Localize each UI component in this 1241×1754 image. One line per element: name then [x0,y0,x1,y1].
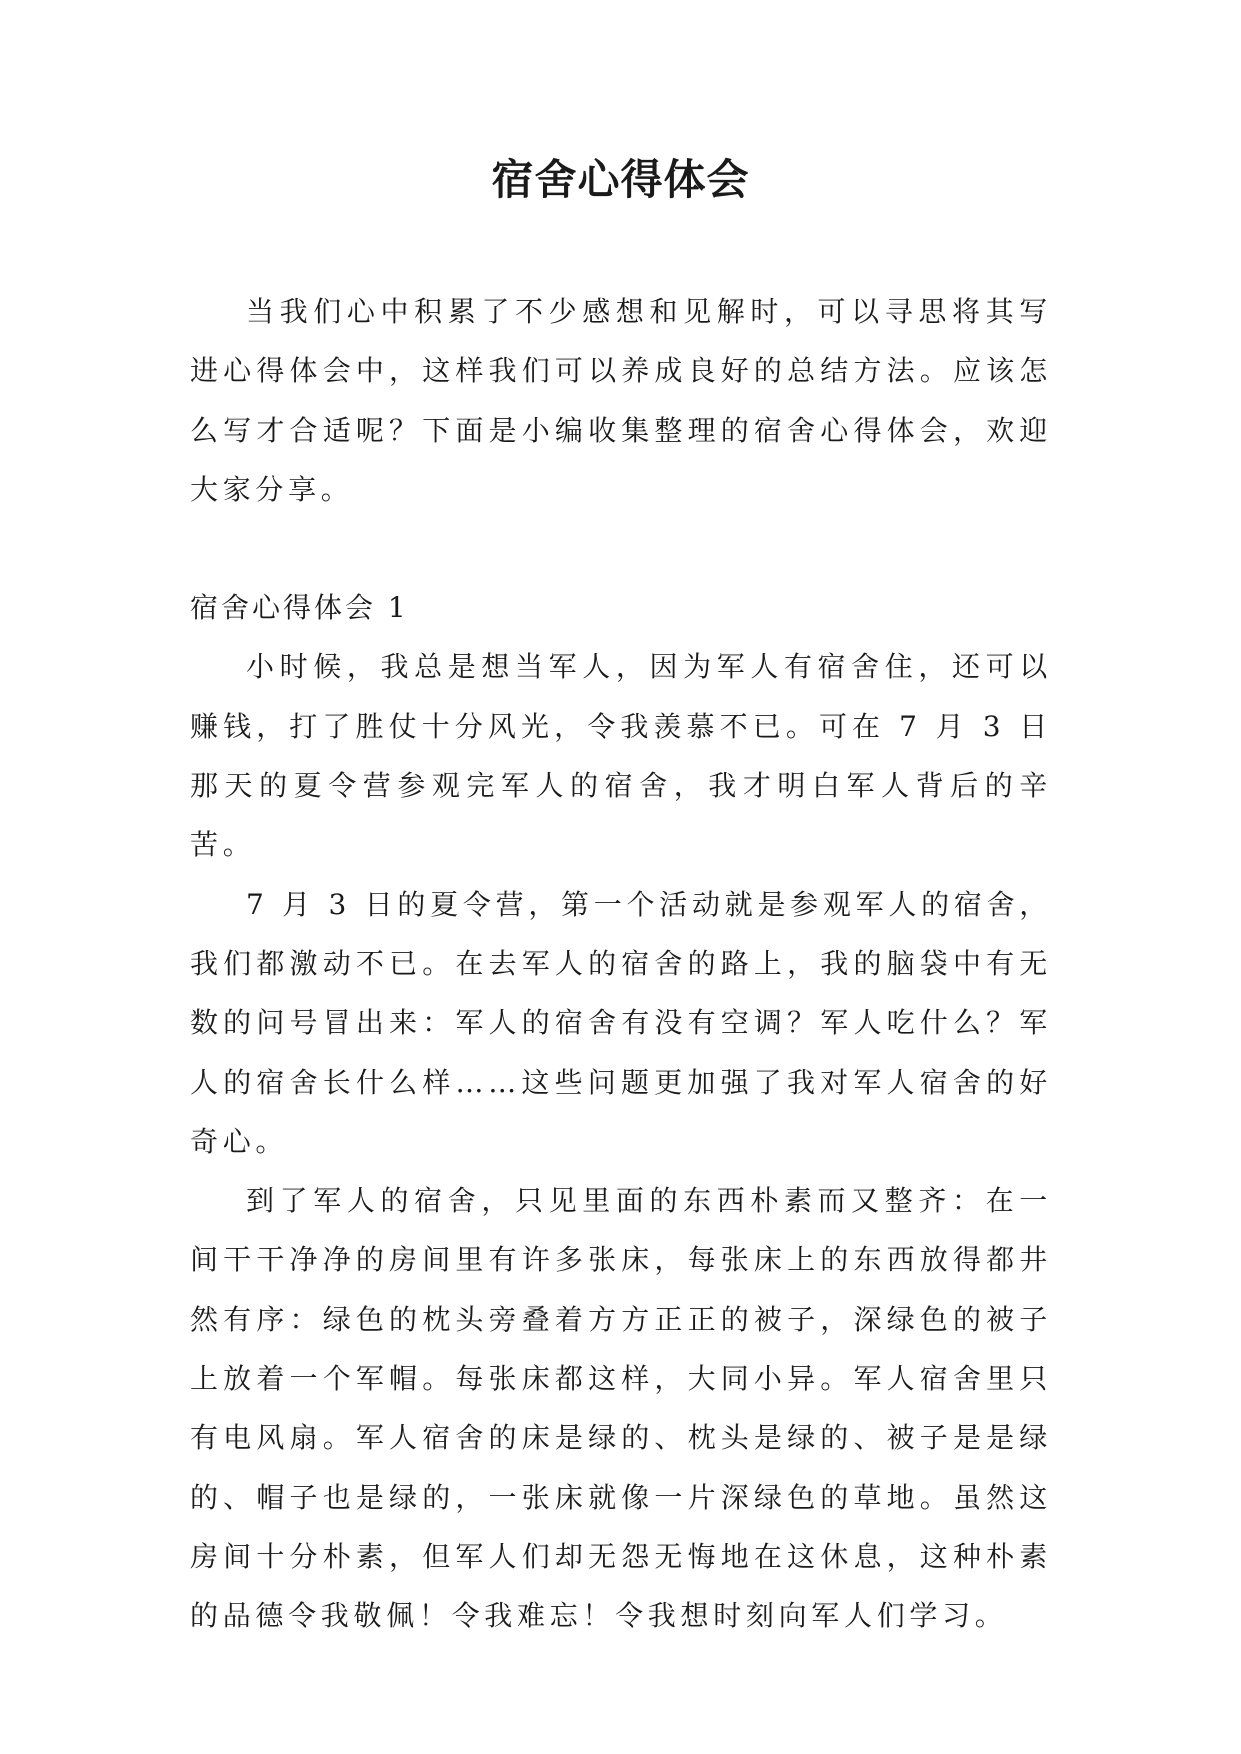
body-paragraph-2: 7 月 3 日的夏令营，第一个活动就是参观军人的宿舍，我们都激动不已。在去军人的宿舍的路上，我的脑袋中有无数的问号冒出来：军人的宿舍有没有空调？军人吃什么？军人的宿舍长什么样……这些问题更加强了我对军人宿舍的好奇心。 [190,887,1052,1158]
section-heading: 宿舍心得体会 1 [190,591,409,625]
body-paragraph-3: 到了军人的宿舍，只见里面的东西朴素而又整齐：在一间干干净净的房间里有许多张床，每张床上的东西放得都井然有序：绿色的枕头旁叠着方方正正的被子，深绿色的被子上放着一个军帽。每张床都这样，大同小异。军人宿舍里只有电风扇。军人宿舍的床是绿的、枕头是绿的、被子是是绿的、帽子也是绿的，一张床就像一片深绿色的草地。虽然这房间十分朴素，但军人们却无怨无悔地在这休息，这种朴素的品德令我敬佩！令我难忘！令我想时刻向军人们学习。 [190,1184,1052,1633]
paragraph-spacer [190,519,1052,578]
document-title: 宿舍心得体会 [491,155,750,204]
document-body [190,282,1052,1646]
body-paragraph-1: 小时候，我总是想当军人，因为军人有宿舍住，还可以赚钱，打了胜仗十分风光，令我羡慕不已。可在 7 月 3 日那天的夏令营参观完军人的宿舍，我才明白军人背后的辛苦。 [190,650,1052,862]
intro-paragraph: 当我们心中积累了不少感想和见解时，可以寻思将其写进心得体会中，这样我们可以养成良好的总结方法。应该怎么写才合适呢？下面是小编收集整理的宿舍心得体会，欢迎大家分享。 [190,295,1052,506]
